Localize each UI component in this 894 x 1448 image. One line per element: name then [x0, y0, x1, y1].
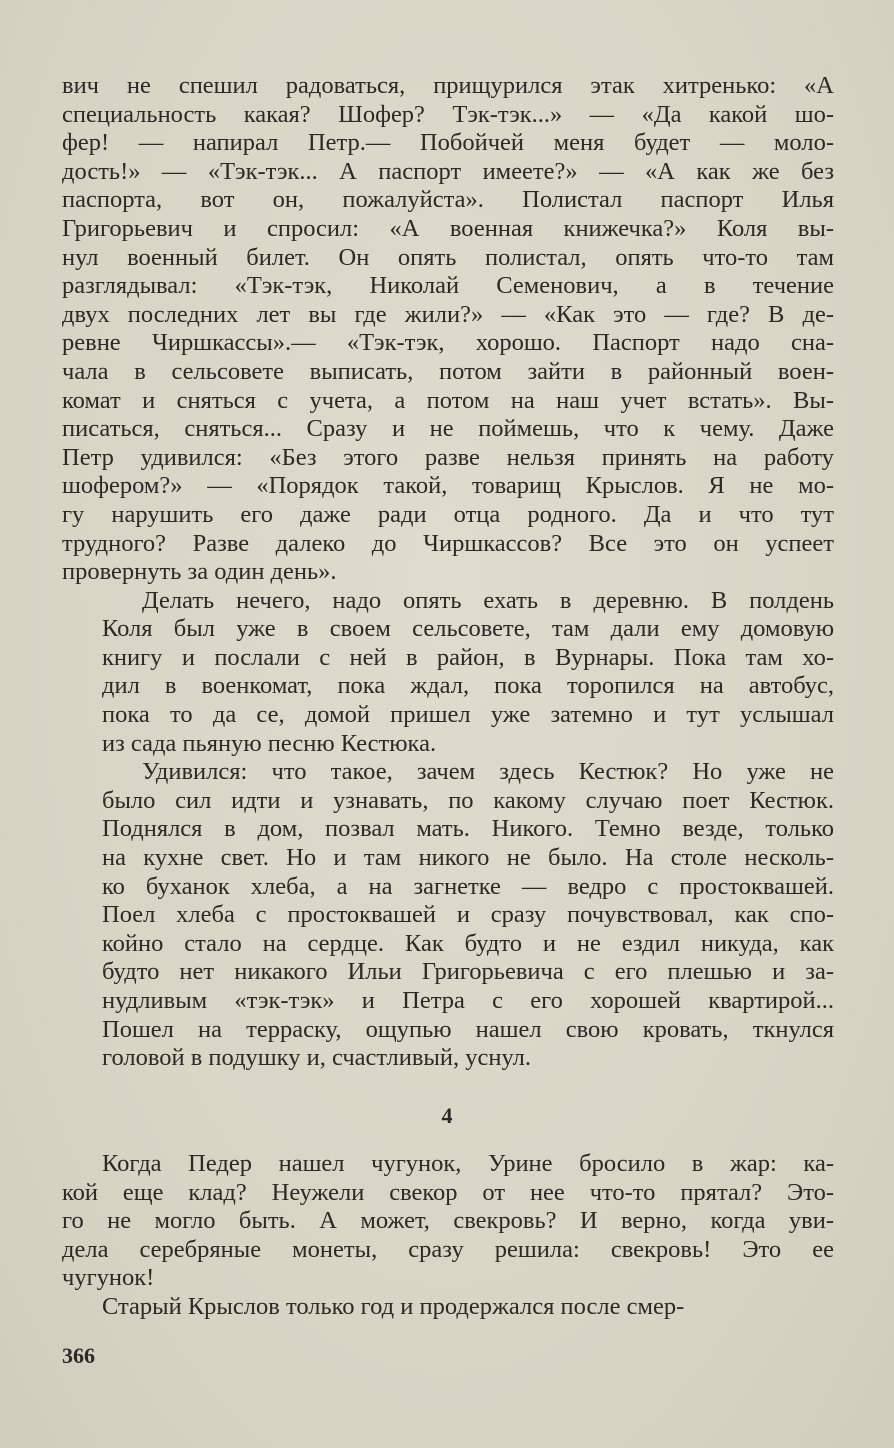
text-line: было сил идти и узнавать, по какому случаю поет Кестюк.	[102, 786, 834, 814]
paragraph	[62, 1293, 834, 1322]
text-line: гу нарушить его даже ради отца родного. Да и что тут	[62, 500, 834, 528]
text-line: головой в подушку и, счастливый, уснул.	[102, 1044, 531, 1072]
text-line: Когда Педер нашел чугунок, Урине бросило в жар: ка-	[102, 1150, 834, 1177]
text-line: нул военный билет. Он опять полистал, опять что-то там	[62, 243, 834, 271]
paragraph	[62, 72, 834, 587]
text-line: го не могло быть. А может, свекровь? И верно, когда уви-	[62, 1207, 834, 1235]
text-line: пока то да се, домой пришел уже затемно и тут услышал	[102, 701, 834, 729]
text-line: Поднялся в дом, позвал мать. Никого. Темно везде, только	[102, 815, 834, 843]
text-line: Старый Крыслов только год и продержался после смер-	[102, 1292, 685, 1320]
paragraph	[62, 587, 834, 759]
text-line: Удивился: что такое, зачем здесь Кестюк? Но уже не	[142, 758, 834, 786]
text-line: дость!» — «Тэк-тэк... А паспорт имеете?» — «А как же без	[62, 157, 834, 185]
text-line: трудного? Разве далеко до Чиршкассов? Все это он успеет	[62, 529, 834, 557]
chapter-3-ending-text	[62, 72, 834, 1073]
text-line: Петр удивился: «Без этого разве нельзя принять на работу	[62, 443, 834, 471]
text-line: специальность какая? Шофер? Тэк-тэк...» — «Да какой шо-	[62, 100, 834, 128]
text-line: дела серебряные монеты, сразу решила: свекровь! Это ее	[62, 1235, 834, 1263]
text-line: нудливым «тэк-тэк» и Петра с его хорошей квартирой...	[102, 987, 834, 1014]
text-line: писаться, сняться... Сразу и не поймешь, что к чему. Даже	[62, 415, 834, 443]
text-line: чугунок!	[62, 1264, 155, 1292]
text-line: Коля был уже в своем сельсовете, там дали ему домовую	[102, 615, 834, 643]
text-line: ко буханок хлеба, а на загнетке — ведро с простоквашей.	[102, 872, 834, 900]
text-line: вич не спешил радоваться, прищурился этак хитренько: «А	[62, 72, 834, 99]
text-line: провернуть за один день».	[62, 558, 337, 586]
text-line: Пошел на терраску, ощупью нашел свою кровать, ткнулся	[102, 1015, 834, 1043]
text-line: Григорьевич и спросил: «А военная книжечка?» Коля вы-	[62, 214, 834, 242]
text-line: разглядывал: «Тэк-тэк, Николай Семенович, а в течение	[62, 272, 834, 300]
chapter-4-opening-text	[62, 1150, 834, 1322]
text-line: книгу и послали с ней в район, в Вурнары. Пока там хо-	[102, 643, 834, 671]
text-line: ревне Чиршкассы».— «Тэк-тэк, хорошо. Паспорт надо сна-	[62, 329, 834, 357]
text-line: Поел хлеба с простоквашей и сразу почувствовал, как спо-	[102, 901, 834, 929]
text-line: двух последних лет вы где жили?» — «Как это — где? В де-	[62, 300, 834, 328]
text-line: чала в сельсовете выписать, потом зайти в районный воен-	[62, 357, 834, 385]
text-line: дил в военкомат, пока ждал, пока торопился на автобус,	[102, 672, 834, 700]
paragraph	[62, 758, 834, 1073]
text-line: из сада пьяную песню Кестюка.	[102, 729, 437, 757]
paragraph	[62, 1150, 834, 1293]
text-line: будто нет никакого Ильи Григорьевича с его плешью и за-	[102, 958, 834, 986]
text-line: Делать нечего, надо опять ехать в деревню. В полдень	[142, 586, 834, 614]
text-line: кой еще клад? Неужели свекор от нее что-то прятал? Это-	[62, 1178, 834, 1206]
text-line: на кухне свет. Но и там никого не было. На столе несколь-	[102, 844, 834, 872]
chapter-number: 4	[441, 1103, 453, 1128]
text-line: фер! — напирал Петр.— Побойчей меня будет — моло-	[62, 129, 834, 157]
text-line: паспорта, вот он, пожалуйста». Полистал паспорт Илья	[62, 186, 834, 214]
page-number: 366	[62, 1343, 95, 1368]
text-line: комат и сняться с учета, а потом на наш учет встать». Вы-	[62, 386, 834, 414]
text-line: койно стало на сердце. Как будто и не ездил никуда, как	[102, 929, 834, 957]
text-line: шофером?» — «Порядок такой, товарищ Крыслов. Я не мо-	[62, 472, 834, 500]
